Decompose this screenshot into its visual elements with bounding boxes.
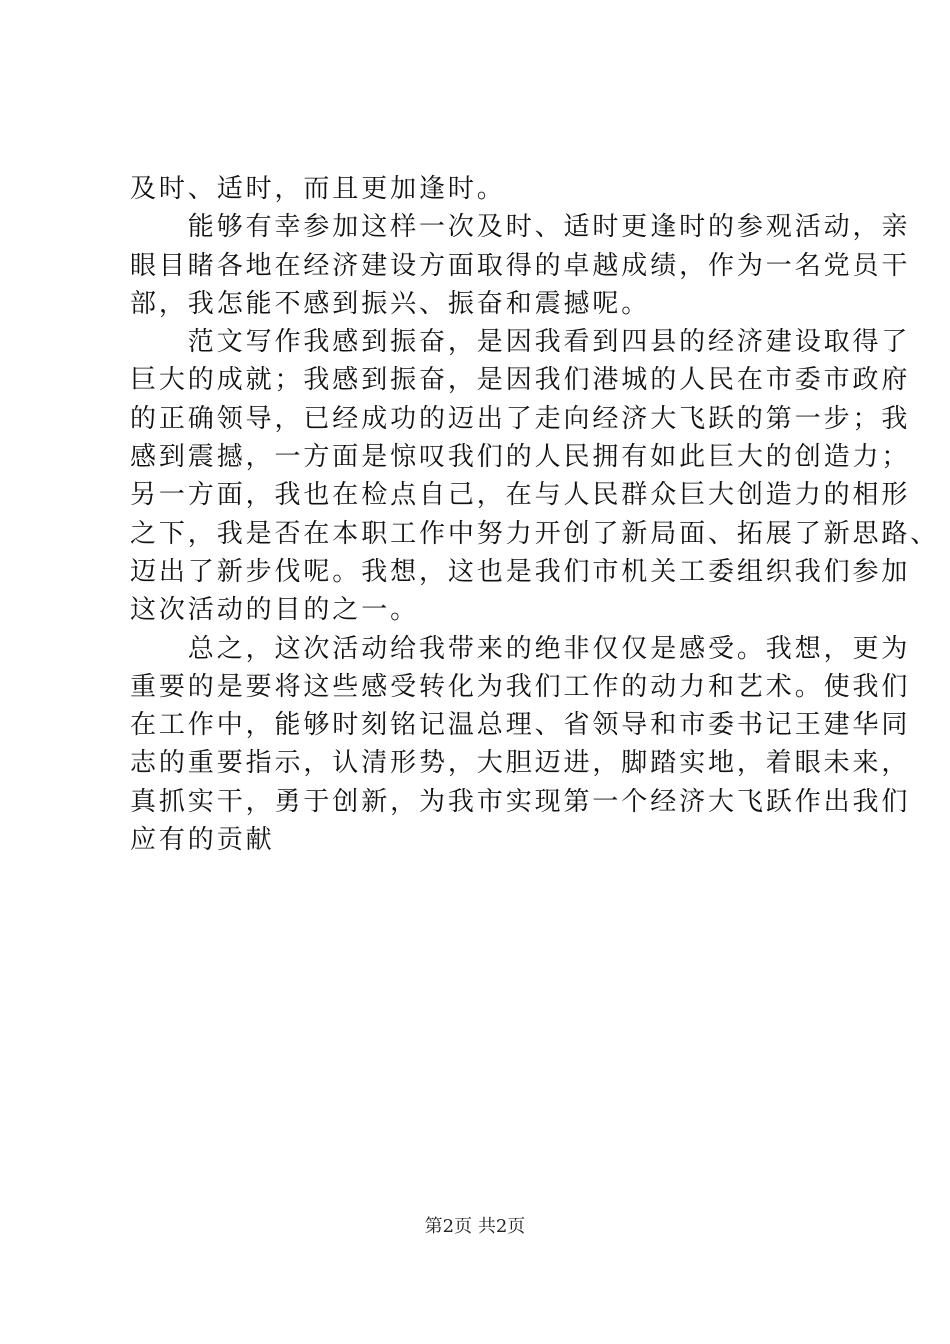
text-line: 志的重要指示，认清形势，大胆迈进，脚踏实地，着眼未来， bbox=[130, 748, 911, 779]
text-line: 巨大的成就；我感到振奋，是因我们港城的人民在市委市政府 bbox=[130, 365, 911, 396]
text-line: 迈出了新步伐呢。我想，这也是我们市机关工委组织我们参加 bbox=[130, 556, 911, 587]
text-line: 眼目睹各地在经济建设方面取得的卓越成绩，作为一名党员干 bbox=[130, 250, 911, 281]
text-line: 另一方面，我也在检点自己，在与人民群众巨大创造力的相形 bbox=[130, 480, 911, 511]
text-line: 应有的贡献 bbox=[130, 825, 275, 856]
text-line: 范文写作我感到振奋，是因我看到四县的经济建设取得了 bbox=[130, 327, 911, 358]
text-line: 感到震撼，一方面是惊叹我们的人民拥有如此巨大的创造力； bbox=[130, 442, 911, 473]
text-line: 的正确领导，已经成功的迈出了走向经济大飞跃的第一步；我 bbox=[130, 403, 911, 434]
text-line: 总之，这次活动给我带来的绝非仅仅是感受。我想，更为 bbox=[130, 633, 911, 664]
text-line: 重要的是要将这些感受转化为我们工作的动力和艺术。使我们 bbox=[130, 671, 911, 702]
text-line: 及时、适时，而且更加逢时。 bbox=[130, 174, 506, 204]
document-body bbox=[130, 170, 940, 859]
text-line: 在工作中，能够时刻铭记温总理、省领导和市委书记王建华同 bbox=[130, 710, 911, 741]
text-line: 真抓实干，勇于创新，为我市实现第一个经济大飞跃作出我们 bbox=[130, 786, 911, 817]
text-line: 之下，我是否在本职工作中努力开创了新局面、拓展了新思路、 bbox=[130, 518, 940, 549]
text-line: 这次活动的目的之一。 bbox=[130, 595, 420, 626]
page-number-footer: 第2页 共2页 bbox=[424, 1216, 526, 1237]
text-line: 能够有幸参加这样一次及时、适时更逢时的参观活动，亲 bbox=[130, 212, 911, 243]
text-line: 部，我怎能不感到振兴、振奋和震撼呢。 bbox=[130, 288, 651, 319]
